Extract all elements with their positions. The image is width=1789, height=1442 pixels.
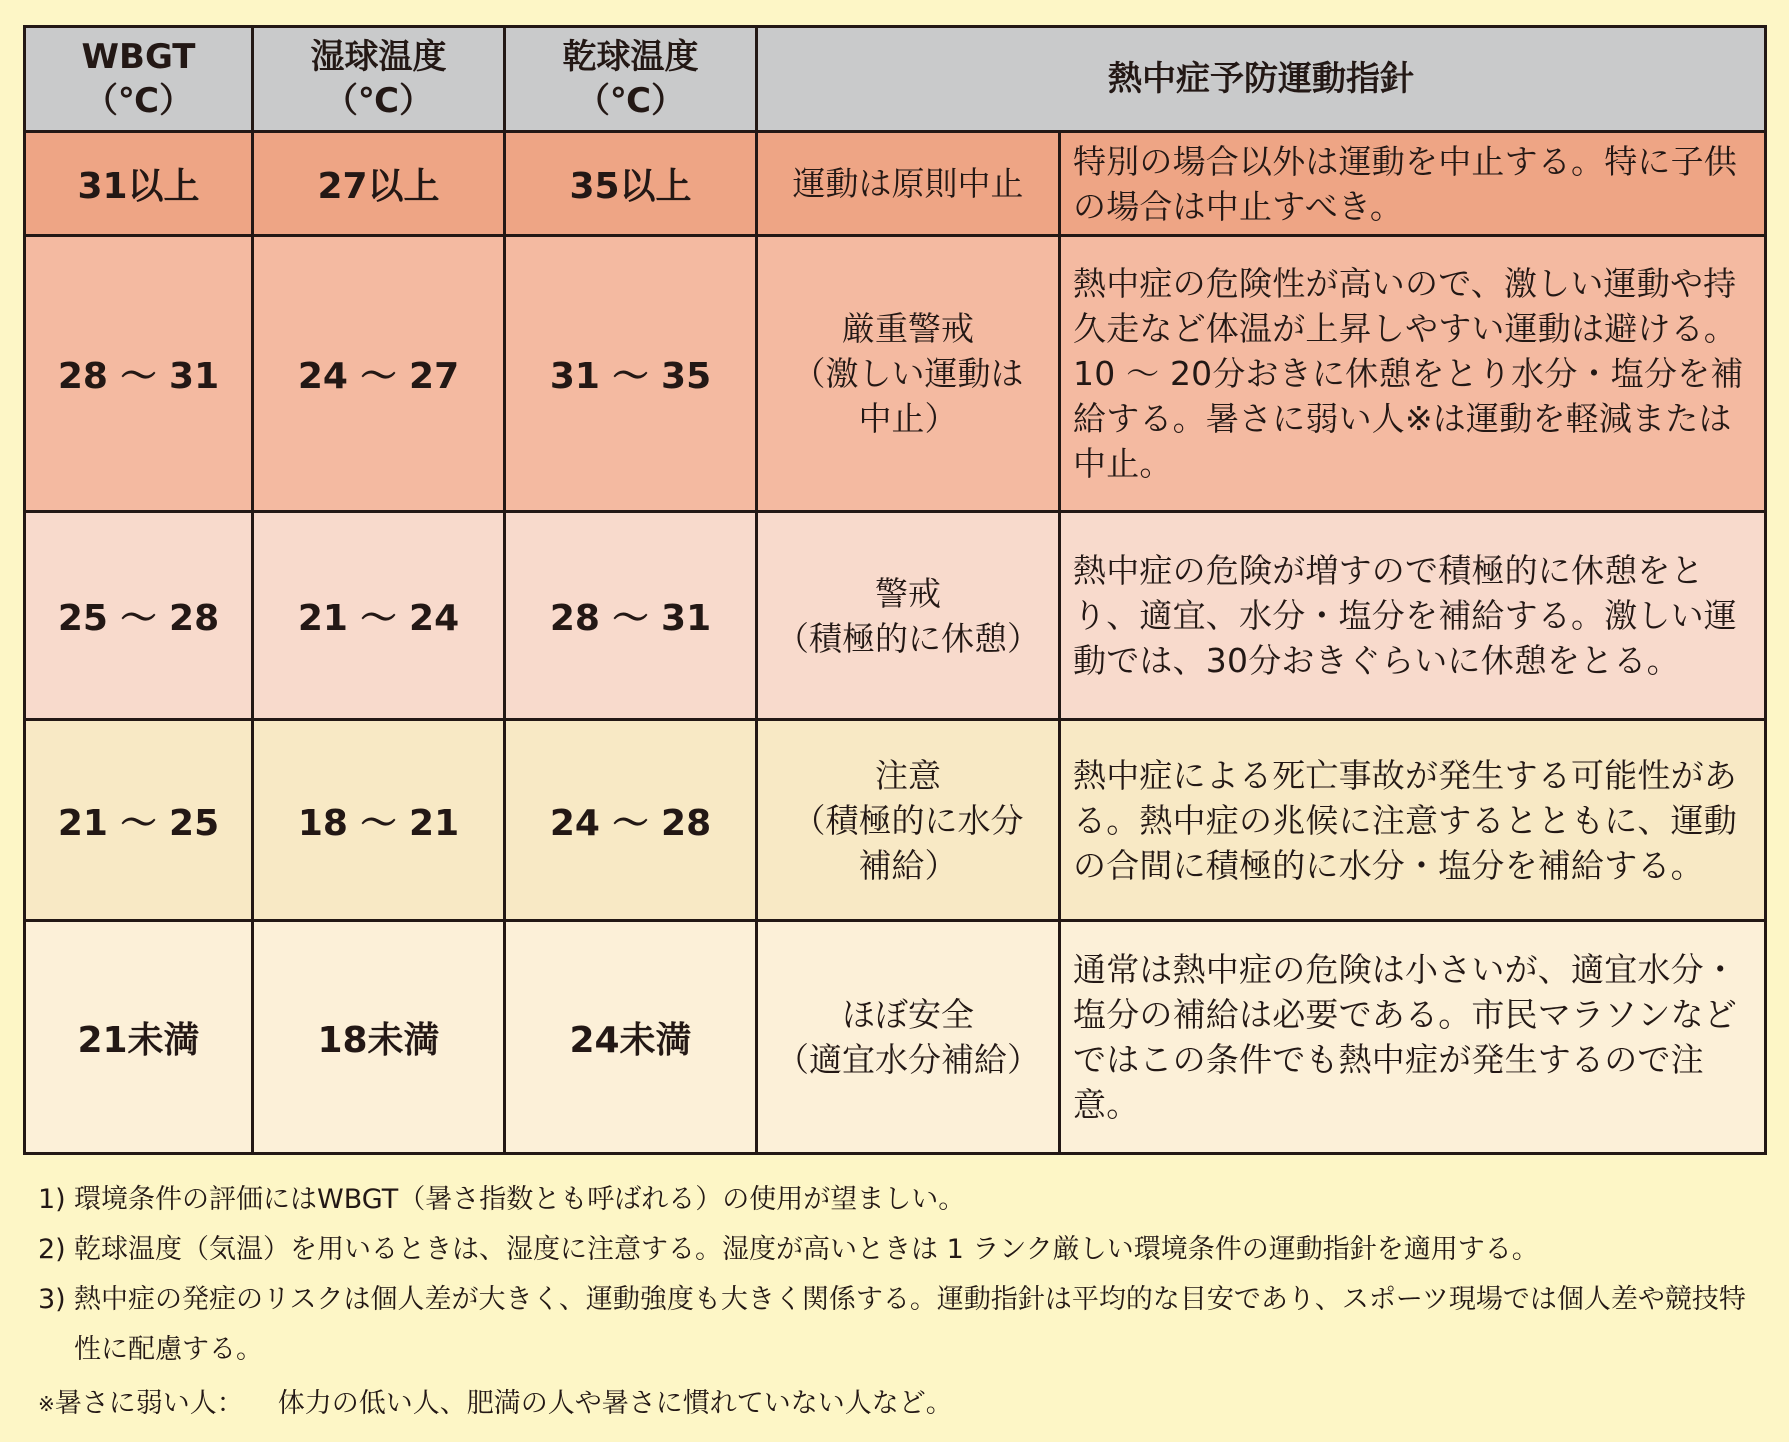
dry-bulb-cell: 24 ～ 28 bbox=[505, 720, 757, 921]
level-cell bbox=[757, 236, 1060, 512]
header-guideline: 熱中症予防運動指針 bbox=[757, 27, 1766, 132]
note-text: 乾球温度（気温）を用いるときは、湿度に注意する。湿度が高いときは 1 ランク厳しい環境条件の運動指針を適用する。 bbox=[74, 1234, 1539, 1265]
level-cell bbox=[757, 720, 1060, 921]
header-wet-bulb-label: 湿球温度 bbox=[310, 37, 447, 77]
level-detail: 中止） bbox=[858, 399, 958, 439]
description-cell: 熱中症の危険性が高いので、激しい運動や持久走など体温が上昇しやすい運動は避ける。10 ～ 20分おきに休憩をとり水分・塩分を補給する。暑さに弱い人※は運動を軽減または中止。 bbox=[1060, 236, 1766, 512]
level-label: 注意 bbox=[875, 755, 941, 795]
description-cell: 熱中症の危険が増すので積極的に休憩をとり、適宜、水分・塩分を補給する。激しい運動では、30分おきぐらいに休憩をとる。 bbox=[1060, 512, 1766, 720]
level-detail: （積極的に休憩） bbox=[776, 618, 1040, 658]
description-cell: 通常は熱中症の危険は小さいが、適宜水分・塩分の補給は必要である。市民マラソンなどではこの条件でも熱中症が発生するので注意。 bbox=[1060, 921, 1766, 1154]
note-text: 環境条件の評価にはWBGT（暑さ指数とも呼ばれる）の使用が望ましい。 bbox=[74, 1184, 966, 1215]
level-label: ほぼ安全 bbox=[842, 995, 974, 1035]
wbgt-cell: 28 ～ 31 bbox=[25, 236, 253, 512]
header-dry-bulb-unit: （℃） bbox=[575, 81, 686, 121]
header-wet-bulb bbox=[253, 27, 505, 132]
table-row bbox=[25, 720, 1766, 921]
level-cell bbox=[757, 512, 1060, 720]
header-wet-bulb-unit: （℃） bbox=[323, 81, 434, 121]
header-dry-bulb bbox=[505, 27, 757, 132]
footnote bbox=[38, 1379, 1758, 1429]
table-row bbox=[25, 236, 1766, 512]
dry-bulb-cell: 31 ～ 35 bbox=[505, 236, 757, 512]
description-cell: 熱中症による死亡事故が発生する可能性がある。熱中症の兆候に注意するとともに、運動の合間に積極的に水分・塩分を補給する。 bbox=[1060, 720, 1766, 921]
wet-bulb-cell: 27以上 bbox=[253, 132, 505, 236]
note-number: 1) bbox=[38, 1184, 66, 1215]
header-row bbox=[25, 27, 1766, 132]
wet-bulb-cell: 24 ～ 27 bbox=[253, 236, 505, 512]
dry-bulb-cell: 28 ～ 31 bbox=[505, 512, 757, 720]
wbgt-cell: 25 ～ 28 bbox=[25, 512, 253, 720]
wet-bulb-cell: 21 ～ 24 bbox=[253, 512, 505, 720]
heatstroke-guideline-table bbox=[23, 25, 1767, 1155]
table-row bbox=[25, 132, 1766, 236]
header-wbgt bbox=[25, 27, 253, 132]
description-cell: 特別の場合以外は運動を中止する。特に子供の場合は中止すべき。 bbox=[1060, 132, 1766, 236]
footnote-text: 体力の低い人、肥満の人や暑さに慣れていない人など。 bbox=[277, 1388, 953, 1419]
wet-bulb-cell: 18未満 bbox=[253, 921, 505, 1154]
level-detail: （積極的に水分 bbox=[792, 800, 1024, 840]
level-detail: （激しい運動は bbox=[792, 354, 1024, 394]
level-label: 運動は原則中止 bbox=[792, 164, 1024, 204]
note-item bbox=[38, 1175, 1758, 1225]
note-item bbox=[38, 1225, 1758, 1275]
level-label: 厳重警戒 bbox=[842, 309, 974, 349]
level-detail: （適宜水分補給） bbox=[776, 1040, 1040, 1080]
note-item bbox=[38, 1275, 1758, 1375]
table-row bbox=[25, 512, 1766, 720]
level-cell bbox=[757, 921, 1060, 1154]
header-wbgt-unit: （℃） bbox=[83, 81, 194, 121]
header-dry-bulb-label: 乾球温度 bbox=[562, 37, 699, 77]
footnote-mark: ※ bbox=[38, 1392, 55, 1416]
level-detail: 補給） bbox=[858, 845, 958, 885]
dry-bulb-cell: 35以上 bbox=[505, 132, 757, 236]
wbgt-cell: 31以上 bbox=[25, 132, 253, 236]
notes-section bbox=[38, 1175, 1758, 1429]
note-number: 2) bbox=[38, 1234, 66, 1265]
dry-bulb-cell: 24未満 bbox=[505, 921, 757, 1154]
wbgt-cell: 21未満 bbox=[25, 921, 253, 1154]
level-label: 警戒 bbox=[875, 573, 941, 613]
footnote-label: 暑さに弱い人： bbox=[54, 1388, 244, 1419]
header-wbgt-label: WBGT bbox=[81, 37, 196, 77]
wet-bulb-cell: 18 ～ 21 bbox=[253, 720, 505, 921]
note-number: 3) bbox=[38, 1284, 66, 1315]
table-row bbox=[25, 921, 1766, 1154]
wbgt-cell: 21 ～ 25 bbox=[25, 720, 253, 921]
note-text: 熱中症の発症のリスクは個人差が大きく、運動強度も大きく関係する。運動指針は平均的な目安であり、スポーツ現場では個人差や競技特性に配慮する。 bbox=[74, 1284, 1746, 1365]
level-cell bbox=[757, 132, 1060, 236]
